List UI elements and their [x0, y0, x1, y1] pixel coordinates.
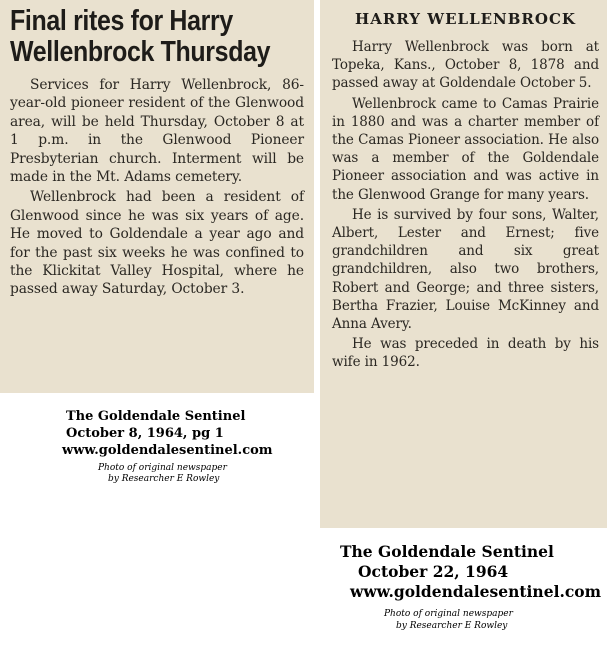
- publication-date: October 22, 1964: [358, 562, 509, 581]
- publication-name: The Goldendale Sentinel: [340, 542, 554, 561]
- clipping-paragraph: Wellenbrock came to Camas Prairie in 1880 and was a charter member of the Camas Pioneer association. He also was a member of the Goldendale Pioneer association and was active in the Glenwood Grange for many years.: [332, 95, 599, 203]
- publication-date: October 8, 1964, pg 1: [66, 426, 224, 441]
- photo-credit-line: by Researcher E Rowley: [108, 474, 220, 484]
- clipping-paragraph: Services for Harry Wellenbrock, 86-year-old pioneer resident of the Glenwood area, will be held Thursday, October 8 at 1 p.m. in the Glenwood Pioneer Presbyterian church. Interment will be made in the Mt. Adams cemetery.: [10, 77, 304, 186]
- clipping-paragraph: Wellenbrock had been a resident of Glenwood since he was six years of age. He moved to Goldendale a year ago and for the past six weeks he was confined to the Klickitat Valley Hospital, where he passed away Saturday, October 3.: [10, 189, 304, 298]
- source-caption-right: [340, 542, 602, 632]
- clipping-paragraph: He is survived by four sons, Walter, Albert, Lester and Ernest; five grandchildren and six great grandchildren, also two brothers, Robert and George; and three sisters, Bertha Frazier, Louise McKinney and Anna Avery.: [332, 206, 599, 333]
- photo-credit-line: Photo of original newspaper: [384, 609, 513, 619]
- obituary-clipping-left: [0, 0, 314, 393]
- publication-website: www.goldendalesentinel.com: [350, 582, 602, 601]
- clipping-headline: Final rites for Harry Wellenbrock Thursday: [10, 5, 271, 68]
- source-caption-left: [62, 408, 292, 485]
- obituary-clipping-right: [320, 0, 607, 528]
- clipping-heading: HARRY WELLENBROCK: [355, 10, 576, 28]
- publication-website: www.goldendalesentinel.com: [62, 443, 273, 458]
- clipping-paragraph: He was preceded in death by his wife in 1962.: [332, 336, 599, 371]
- photo-credit-line: by Researcher E Rowley: [396, 621, 508, 631]
- publication-name: The Goldendale Sentinel: [66, 409, 246, 424]
- clipping-paragraph: Harry Wellenbrock was born at Topeka, Kans., October 8, 1878 and passed away at Goldendale October 5.: [332, 39, 599, 92]
- photo-credit-line: Photo of original newspaper: [98, 463, 227, 473]
